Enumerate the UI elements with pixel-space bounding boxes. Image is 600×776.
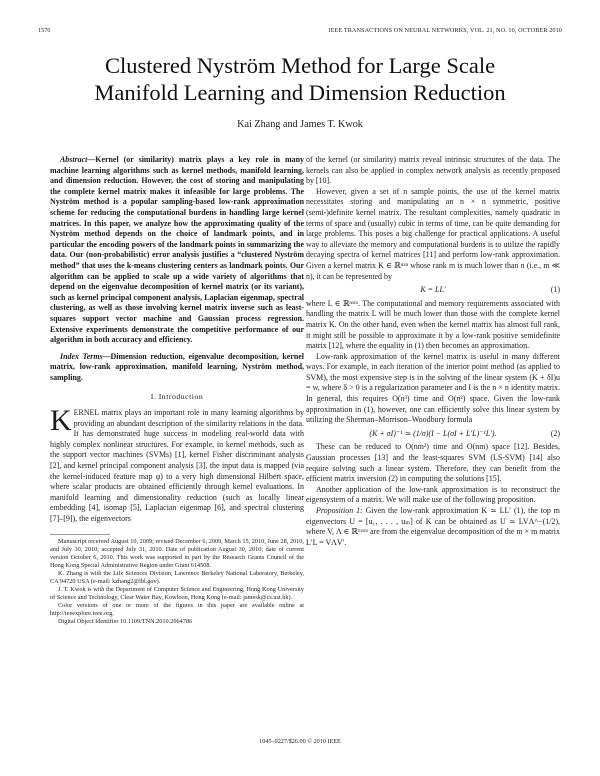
right-paragraph-1: However, given a set of n sample points, the use of the kernel matrix necessitates storing and manipulating an n × n symmetric, positive (semi-)definite kernel matrix. The resultant complexities, namely quadratic in terms of space and (usually) cubic in terms of time, can be quite demanding for large problems. This poses a big challenge for practical applications. A useful way to alleviate the memory and computational burdens is to utilize the rapidly decaying spectra of kernel matrices [11] and perform low-rank approximation. Given a kernel matrix K ∈ ℝⁿˣⁿ whose rank m is much lower than n (i.e., m ≪ n), it can be represented by (306, 186, 560, 281)
equation-1-body: K = LL′ (420, 285, 446, 295)
equation-1 (306, 285, 560, 296)
section-heading: I. Introduction (150, 392, 204, 402)
equation-2 (306, 429, 560, 440)
title-line-1: Clustered Nyström Method for Large Scale (104, 53, 496, 78)
footnote-color: Color versions of one or more of the figures in this paper are available online at http://ieeexplore.ieee.org. (50, 601, 304, 618)
footnotes (50, 534, 304, 627)
proposition-text: Given the low-rank approximation K ≃ LL′ (1), the top m eigenvectors U = [u₁, . . . , uₘ] of K can be obtained as U ≃ LVΛ^−(1/2), where V, Λ ∈ ℝᵐˣᵐ are from the eigenvalue decomposition of the m × m matrix L′L = VΛV′. (306, 506, 560, 547)
footnote-kwok: J. T. Kwok is with the Department of Computer Science and Engineering, Hong Kong University of Science and Technology, Clear Water Bay, Kowloon, Hong Kong (e-mail: jamesk@cs.ust.hk). (50, 585, 304, 601)
copyright-footer: 1045–9227/$26.00 © 2010 IEEE (259, 738, 341, 745)
footnote-rule (50, 534, 110, 535)
right-paragraph-4: These can be reduced to O(nm²) time and O(nm) space [12]. Besides, Gaussian processes [13] and the least-squares SVM (LS-SVM) [14] also require solving such a linear system. Therefore, they can benefit from the efficient matrix inversion (2) in computing the solutions [15]. (306, 442, 560, 484)
right-column (306, 155, 560, 548)
proposition-lead: Proposition 1: (316, 506, 363, 515)
index-terms (50, 352, 304, 384)
right-paragraph-3: Low-rank approximation of the kernel matrix is useful in many different ways. For example, in each iteration of the interior point method (as applied to SVM), the most expensive step is in the solving of the linear system (K + δI)u = w, where δ > 0 is a regularization parameter and I is the n × n identity matrix. In general, this requires O(n³) time and O(n²) space. Given the low-rank approximation in (1), however, one can efficiently solve this linear system by utilizing the Sherman–Morrison–Woodbury formula (306, 351, 560, 425)
right-paragraph-2: where L ∈ ℝⁿˣᵐ. The computational and memory requirements associated with handling the matrix L will be much lower than those with the complete kernel matrix K. On the other hand, even when the kernel matrix has almost full rank, it might still be possible to approximate it by a low-rank positive semidefinite matrix [12], where the equality in (1) then becomes an approximation. (306, 298, 560, 351)
equation-2-number: (2) (550, 428, 560, 438)
equation-1-number: (1) (550, 285, 560, 295)
intro-text: ERNEL matrix plays an important role in many learning algorithms by providing an abundant description of the similarity relations in the data. It has demonstrated huge success in modeling real-world data with highly complex nonlinear structures. For example, in kernel methods, such as the support vector machines (SVMs) [1], kernel Fisher discriminant analysis [2], and kernel principal component analysis [3], the input data is mapped (via the kernel-induced feature map φ) to a very high dimensional Hilbert space, where scalar products are obtained efficiently through kernel evaluations. In manifold learning and dimensionality reduction (such as locally linear embedding [4], isomap [5], Laplacian eigenmap [6], and spectral clustering [7]–[9]), the eigenvectors (50, 408, 304, 523)
abstract-text: —Kernel (or similarity) matrix plays a key role in many machine learning algorithms such as kernel methods, manifold learning, and dimension reduction. However, the cost of storing and manipulating the complete kernel matrix makes it infeasible for large problems. The Nyström method is a popular sampling-based low-rank approximation scheme for reducing the computational burdens in handling large kernel matrices. In this paper, we analyze how the approximating quality of the Nyström method depends on the choice of landmark points, and in particular the encoding powers of the landmark points in summarizing the data. Our (non-probabilistic) error analysis justifies a “clustered Nyström method” that uses the k-means clustering centers as landmark points. Our algorithm can be applied to scale up a wide variety of algorithms that depend on the eigenvalue decomposition of kernel matrix (or its variant), such as kernel principal component analysis, Laplacian eigenmap, spectral clustering, as well as those involving kernel matrix inverse such as least-squares support vector machine and Gaussian process regression. Extensive experiments demonstrate the competitive performance of our algorithm in both accuracy and efficiency. (50, 155, 304, 345)
right-paragraph-5: Another application of the low-rank approximation is to reconstruct the eigensystem of a matrix. We will make use of the following proposition. (306, 484, 560, 505)
authors: Kai Zhang and James T. Kwok (237, 119, 363, 130)
page-number: 1576 (38, 27, 51, 34)
footnote-zhang: K. Zhang is with the Life Sciences Division, Lawrence Berkeley National Laboratory, Berkeley, CA 94720 USA (e-mail: kzhang2@lbl.gov). (50, 569, 304, 585)
footnote-doi: Digital Object Identifier 10.1109/TNN.2010.2064786 (58, 618, 193, 626)
title-line-2: Manifold Learning and Dimension Reduction (94, 80, 506, 105)
abstract-lead: Abstract (60, 155, 88, 164)
equation-2-body: (K + σI)⁻¹ ≃ (1/σ)(I − L(σI + L′L)⁻¹L′). (369, 428, 497, 438)
footnote-manuscript: Manuscript received August 10, 2009; revised December 6, 2009, March 15, 2010, June 28, 2010, and July 30, 2010; accepted July 31, 2010. Date of publication August 30, 2010; date of current version October 6, 2010. This work was supported in part by the Research Grants Council of the Hong Kong Special Administrative Region under Grant 614508. (50, 537, 304, 569)
index-terms-text: —Dimension reduction, eigenvalue decomposition, kernel matrix, low-rank approximation, manifold learning, Nyström method, sampling. (50, 351, 304, 382)
left-column (50, 155, 304, 626)
paper-title (40, 52, 560, 106)
journal-header: IEEE TRANSACTIONS ON NEURAL NETWORKS, VOL. 21, NO. 10, OCTOBER 2010 (328, 27, 562, 34)
proposition-1 (306, 506, 560, 548)
drop-cap: K (50, 404, 72, 438)
intro-paragraph (50, 404, 304, 525)
right-paragraph-0: of the kernel (or similarity) matrix reveal intrinsic structures of the data. The kernels can also be applied in complex network analysis as recently proposed by [10]. (306, 155, 560, 186)
index-terms-lead: Index Terms (60, 351, 103, 361)
abstract (50, 155, 304, 346)
